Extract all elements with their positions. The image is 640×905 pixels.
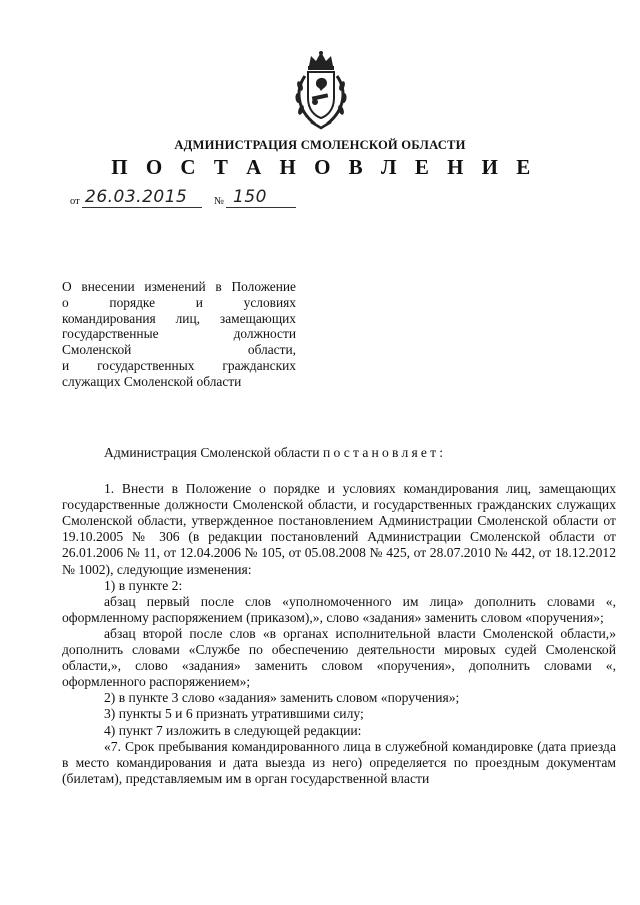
preamble-verb: постановляет:: [322, 445, 447, 460]
body-paragraph: абзац первый после слов «уполномоченного им лица» дополнить словами «, оформленному распоряжением (приказом),», слово «задания» заменить словом «поручения»;: [62, 593, 616, 625]
document-body: [62, 445, 616, 787]
number-underline: [226, 207, 296, 208]
date-number-line: [70, 187, 310, 209]
body-paragraph: абзац второй после слов «в органах исполнительной власти Смоленской области,» дополнить словами «Службе по обеспечению деятельности мировых судей Смоленской области,», слово «задания» заменить словом «поручения», дополнить словами «, оформленного распоряжением»;: [62, 625, 616, 690]
body-paragraph: 1) в пункте 2:: [104, 577, 183, 593]
number-prefix: №: [214, 196, 225, 207]
body-paragraph: 4) пункт 7 изложить в следующей редакции:: [104, 722, 362, 738]
number-handwritten: 150: [233, 187, 267, 207]
subject-line: о порядке и условиях: [62, 294, 296, 310]
subject-line: и государственных гражданских: [62, 357, 296, 373]
body-paragraph: 1. Внести в Положение о порядке и условиях командирования лиц, замещающих государственные должности Смоленской области, и государственных гражданских служащих Смоленской области, утвержденное постановлением Администрации Смоленской области от 19.10.2005 № 306 (в редакции постановлений Администрации Смоленской области от 26.01.2006 № 11, от 12.04.2006 № 105, от 05.08.2008 № 425, от 28.07.2010 № 442, от 18.12.2012 № 1002), следующие изменения:: [62, 481, 616, 577]
date-prefix: от: [70, 196, 80, 207]
subject-line: служащих Смоленской области: [62, 373, 242, 389]
subject-line: Смоленской области,: [62, 342, 296, 358]
organization-name: АДМИНИСТРАЦИЯ СМОЛЕНСКОЙ ОБЛАСТИ: [174, 138, 466, 152]
subject-line: командирования лиц, замещающих: [62, 310, 296, 326]
body-paragraph: 3) пункты 5 и 6 признать утратившими силу;: [104, 706, 364, 722]
preamble: [62, 445, 616, 461]
document-type-title: П О С Т А Н О В Л Е Н И Е: [111, 155, 537, 179]
date-handwritten: 26.03.2015: [85, 187, 188, 207]
date-underline: [82, 207, 202, 208]
body-paragraph: 2) в пункте 3 слово «задания» заменить словом «поручения»;: [104, 690, 460, 706]
body-paragraph: «7. Срок пребывания командированного лица в служебной командировке (дата приезда в место командирования и дата выезда из него) определяется по проездным документам (билетам), представляемым им в орган государственной власти: [62, 738, 616, 786]
coat-of-arms-emblem: [291, 50, 351, 132]
subject-line: О внесении изменений в Положение: [62, 279, 296, 294]
preamble-text: Администрация Смоленской области: [104, 445, 323, 460]
document-subject: [62, 279, 296, 390]
subject-line: государственные должности: [62, 326, 296, 342]
